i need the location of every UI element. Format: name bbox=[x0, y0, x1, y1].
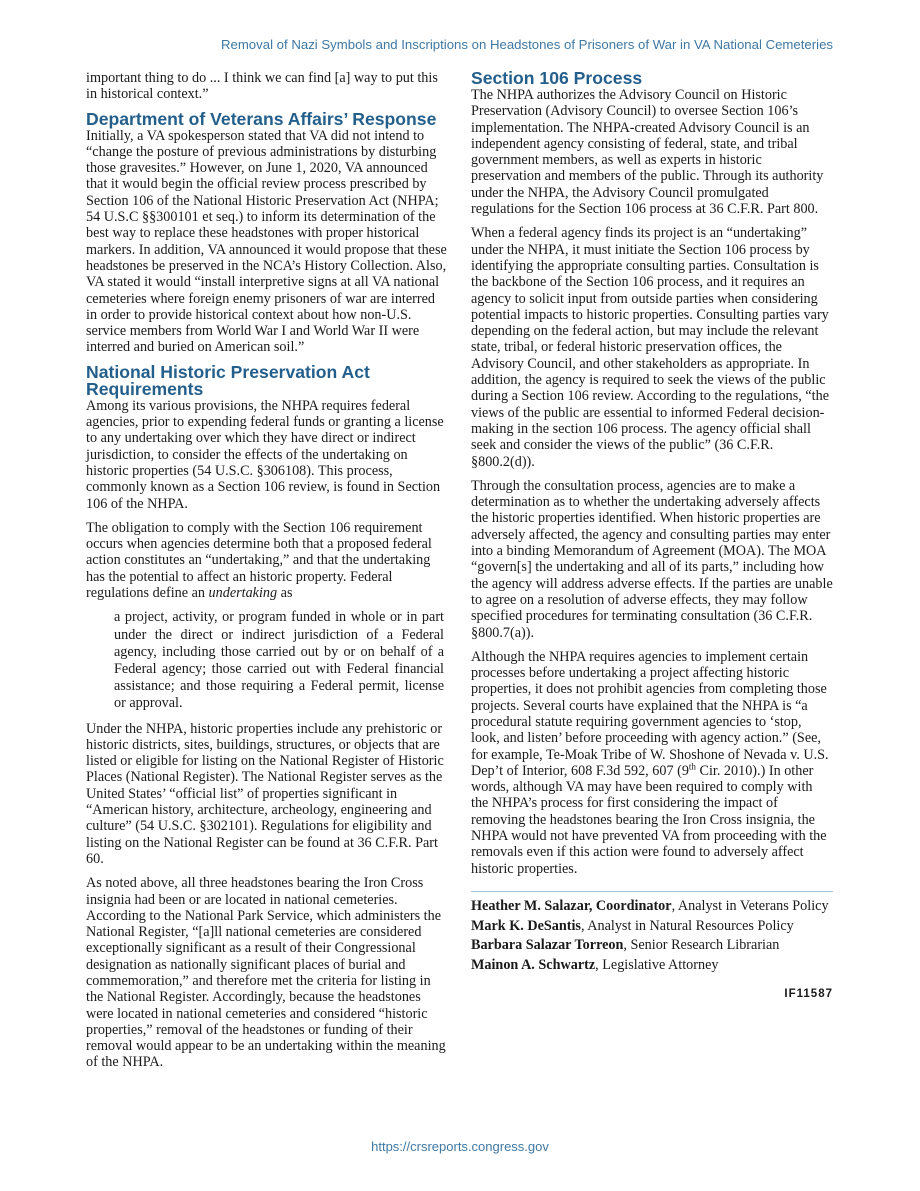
right-column bbox=[471, 70, 833, 1000]
nhpa-paragraph-2 bbox=[86, 520, 448, 601]
author-name: Barbara Salazar Torreon bbox=[471, 937, 624, 954]
report-code: IF11587 bbox=[784, 988, 833, 1001]
author-role: , Senior Research Librarian bbox=[623, 937, 780, 954]
author-line bbox=[471, 918, 833, 936]
section-106-heading: Section 106 Process bbox=[471, 68, 643, 88]
author-name: Heather M. Salazar, Coordinator bbox=[471, 897, 672, 914]
author-name: Mark K. DeSantis bbox=[471, 917, 581, 934]
section-106-paragraph-2: When a federal agency finds its project is an “undertaking” under the NHPA, it must initiate the Section 106 process by identifying the appropriate consulting parties. Consultation is the backbone of the Section 106 process, and it requires an agency to solicit input from outside parties when considering potential impacts to historic properties. Consulting parties vary depending on the federal action, but may include the relevant state, tribal, or federal historic preservation offices, the Advisory Council, and other stakeholders as appropriate. In addition, the agency is required to seek the views of the public during a Section 106 review. According to the regulations, “the views of the public are essential to informed Federal decision-making in the section 106 process. The agency official shall seek and consider the views of the public” (36 C.F.R. §800.2(d)). bbox=[471, 225, 830, 470]
author-line bbox=[471, 937, 833, 955]
undertaking-definition-quote: a project, activity, or program funded in whole or in part under the direct or indirect jurisdiction of a Federal agency, including those carried out by or on behalf of a Federal agency; those carried out with Federal financial assistance; and those requiring a Federal permit, license or approval. bbox=[114, 609, 444, 712]
author-line bbox=[471, 898, 833, 916]
author-role: , Analyst in Veterans Policy bbox=[671, 897, 829, 914]
section-106-paragraph-1: The NHPA authorizes the Advisory Council on Historic Preservation (Advisory Council) to oversee Section 106’s implementation. The NHPA-created Advisory Council is an independent agency consisting of federal, state, and tribal government members, as well as experts in historic preservation and members of the public. Through its authority under the NHPA, the Advisory Council promulgated regulations for the Section 106 process at 36 C.F.R. Part 800. bbox=[471, 87, 824, 218]
undertaking-term: undertaking bbox=[208, 585, 278, 602]
nhpa-paragraph-2-lead: The obligation to comply with the Section 106 requirement occurs when agencies determine both that a proposed federal action constitutes an “undertaking,” and that the undertaking has the potential to affect an historic property. Federal regulations define an bbox=[86, 519, 432, 602]
va-response-heading: Department of Veterans Affairs’ Response bbox=[86, 108, 437, 129]
running-header: Removal of Nazi Symbols and Inscriptions on Headstones of Prisoners of War in VA National Cemeteries bbox=[220, 37, 833, 52]
nhpa-paragraph-1: Among its various provisions, the NHPA requires federal agencies, prior to expending federal funds or granting a license to any undertaking over which they have direct or indirect jurisdiction, to consider the effects of the undertaking on historic properties (54 U.S.C. §306108). This process, commonly known as a Section 106 review, is found in Section 106 of the NHPA. bbox=[86, 397, 444, 512]
author-name: Mainon A. Schwartz bbox=[471, 956, 596, 973]
section-106-paragraph-3: Through the consultation process, agencies are to make a determination as to whether the undertaking adversely affects the historic properties identified. When historic properties are adversely affected, the agency and consulting parties may enter into a binding Memorandum of Agreement (MOA). The MOA “govern[s] the undertaking and all of its parts,” including how the agency will address adverse effects. If the parties are unable to agree on a resolution of adverse effects, they may follow specified procedures for terminating consultation (36 C.F.R. §800.7(a)). bbox=[471, 477, 833, 641]
author-role: , Legislative Attorney bbox=[595, 956, 719, 973]
paragraph-4-part-b: Cir. 2010).) In other words, although VA may have been required to comply with the NHPA’s process for first considering the impact of removing the headstones bearing the Iron Cross insignia, the NHPA would not have prevented VA from proceeding with the removals even if this action were found to adversely affect historic properties. bbox=[471, 762, 827, 877]
va-response-paragraph: Initially, a VA spokesperson stated that VA did not intend to “change the posture of previous administrations by disturbing those gravesites.” However, on June 1, 2020, VA announced that it would begin the official review process prescribed by Section 106 of the National Historic Preservation Act (NHPA; 54 U.S.C §§300101 et seq.) to inform its determination of the best way to replace these headstones with proper historical markers. In addition, VA announced it would propose that these headstones be preserved in the NCA’s History Collection. Also, VA stated it would “install interpretive signs at all VA national cemeteries where foreign enemy prisoners of war are interred in order to provide historical context about how non-U.S. service members from World War I and World War II were interred and buried on American soil.” bbox=[86, 127, 447, 356]
nhpa-paragraph-3: Under the NHPA, historic properties include any prehistoric or historic districts, sites, buildings, structures, or objects that are listed or eligible for listing on the National Register of Historic Places (National Register). The National Register serves as the United States’ “official list” of properties significant in “American history, architecture, archeology, engineering and culture” (54 U.S.C. §302101). Regulations for eligibility and listing on the National Register can be found at 36 C.F.R. Part 60. bbox=[86, 720, 444, 867]
author-line bbox=[471, 957, 833, 975]
author-list bbox=[471, 898, 833, 974]
paragraph-4-part-a: Although the NHPA requires agencies to implement certain processes before undertaking a project affecting historic properties, it does not prohibit agencies from completing those projects. Several courts have explained that the NHPA is “a procedural statute requiring government agencies to ‘stop, look, and listen’ before proceeding with agency action.” (See, for example, Te-Moak Tribe of W. Shoshone of Nevada v. U.S. Dep’t of Interior, 608 F.3d 592, 607 (9 bbox=[471, 648, 829, 779]
nhpa-paragraph-2-tail: as bbox=[280, 585, 293, 602]
footer-url[interactable]: https://crsreports.congress.gov bbox=[371, 1139, 549, 1154]
author-role: , Analyst in Natural Resources Policy bbox=[580, 917, 794, 934]
author-divider bbox=[471, 891, 833, 892]
section-106-paragraph-4 bbox=[471, 649, 833, 877]
nhpa-requirements-heading: National Historic Preservation Act Requirements bbox=[86, 361, 370, 399]
intro-paragraph: important thing to do ... I think we can find [a] way to put this in historical context.” bbox=[86, 70, 438, 103]
left-column bbox=[86, 70, 448, 1079]
ordinal-superscript: th bbox=[688, 761, 696, 772]
nhpa-paragraph-4: As noted above, all three headstones bearing the Iron Cross insignia had been or are located in national cemeteries. According to the National Park Service, which administers the National Register, “[a]ll national cemeteries are considered exceptionally significant as a result of their Congressional designation as nationally significant places of burial and commemoration,” and therefore met the criteria for listing in the National Register. Accordingly, because the headstones were located in national cemeteries and considered “historic properties,” removal of the headstones or funding of their removal would appear to be an undertaking within the meaning of the NHPA. bbox=[86, 875, 446, 1071]
